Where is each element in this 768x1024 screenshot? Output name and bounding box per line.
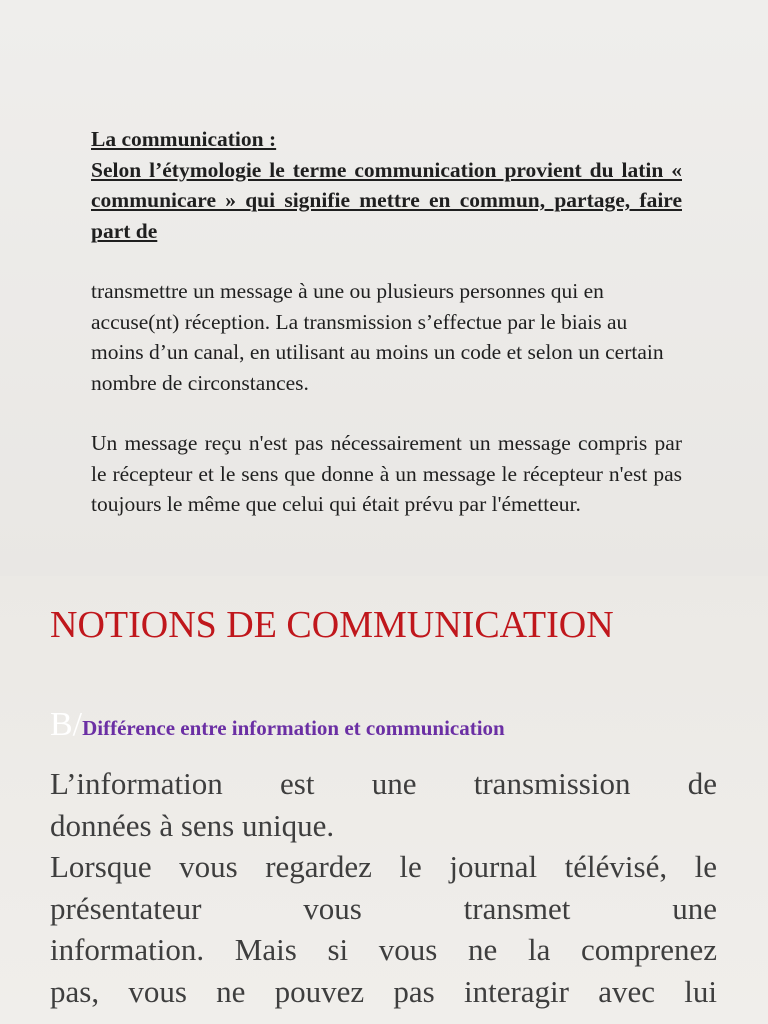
slide-title: NOTIONS DE COMMUNICATION	[50, 604, 614, 646]
section-heading	[50, 706, 750, 744]
transmission-paragraph: transmettre un message à une ou plusieurs personnes qui en accuse(nt) réception. La transmission s’effectue par le biais au moins d’un canal, en utilisant au moins un code et selon un certain nombre de circonstances.	[91, 279, 664, 395]
body-line: information. Mais si vous ne la comprenez	[50, 932, 717, 967]
slide-1-content	[91, 124, 682, 520]
body-line: présentateur vous transmet une	[50, 890, 717, 926]
message-paragraph: Un message reçu n'est pas nécessairement un message compris par le récepteur et le sens que donne à un message le récepteur n'est pas toujours le même que celui qui était prévu par l'émetteur.	[91, 431, 682, 516]
section-letter: B/	[50, 706, 83, 743]
information-body	[50, 763, 717, 1012]
communication-heading: La communication :	[91, 127, 277, 151]
body-line: L’information est une transmission de	[50, 766, 717, 801]
body-line: données à sens unique.	[50, 807, 335, 843]
section-subtitle: Différence entre information et communication	[82, 716, 505, 740]
body-line: pas, vous ne pouvez pas interagir avec lui	[50, 973, 717, 1009]
body-line: Lorsque vous regardez le journal télévisé, le	[50, 849, 717, 884]
etymology-definition: Selon l’étymologie le terme communication provient du latin « communicare » qui signifie mettre en commun, partage, faire part de	[91, 157, 682, 243]
